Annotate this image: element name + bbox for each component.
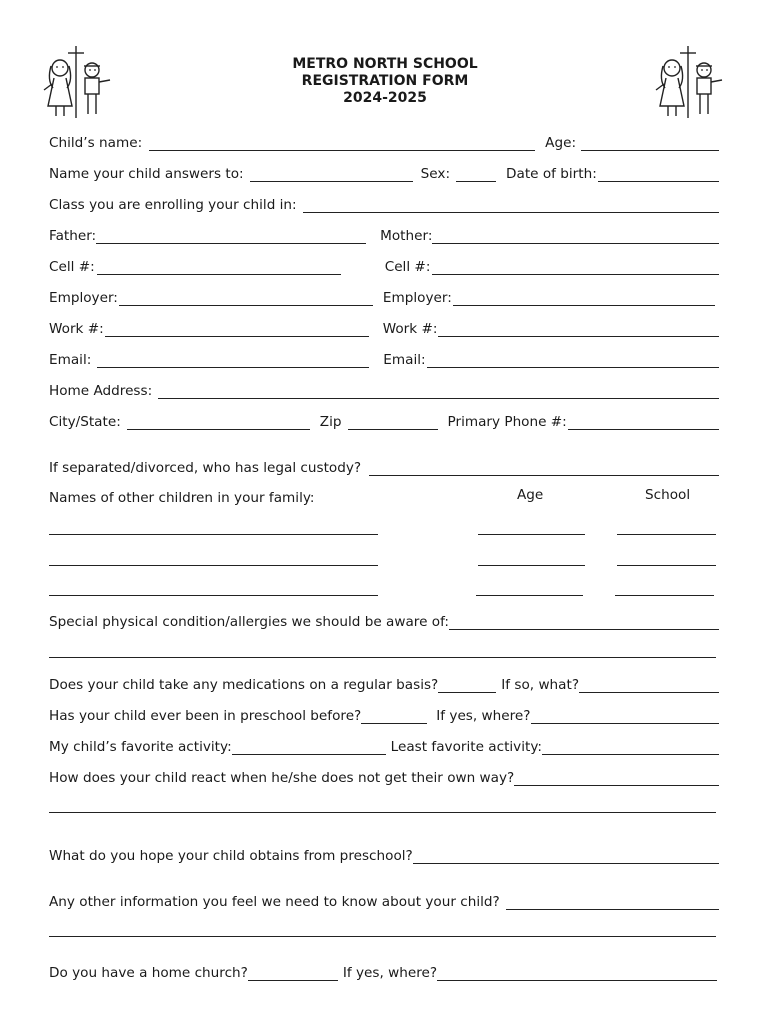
father-employer-field[interactable] bbox=[119, 290, 373, 306]
child-name-field[interactable] bbox=[149, 135, 535, 151]
other-children-label: Names of other children in your family: bbox=[49, 490, 315, 506]
preschool-where-label: If yes, where? bbox=[436, 708, 531, 724]
medications-label: Does your child take any medications on a regular basis? bbox=[49, 677, 439, 693]
class-field[interactable] bbox=[303, 197, 719, 213]
zip-field[interactable] bbox=[348, 414, 438, 430]
react-label: How does your child react when he/she does not get their own way? bbox=[49, 770, 515, 786]
zip-label: Zip bbox=[319, 414, 342, 430]
title-school-name: METRO NORTH SCHOOL bbox=[292, 56, 478, 72]
react-field-line-2[interactable] bbox=[49, 811, 716, 813]
home-church-label: Do you have a home church? bbox=[49, 965, 248, 981]
row-preschool-before bbox=[49, 702, 719, 724]
home-address-field[interactable] bbox=[158, 383, 719, 399]
other-child-3-school-field[interactable] bbox=[615, 594, 714, 596]
other-child-3-name-field[interactable] bbox=[49, 594, 378, 596]
other-info-label: Any other information you feel we need to know about your child? bbox=[49, 894, 500, 910]
column-header-school: School bbox=[645, 487, 691, 503]
preschool-where-field[interactable] bbox=[531, 708, 719, 724]
city-state-label: City/State: bbox=[49, 414, 121, 430]
age-label: Age: bbox=[545, 135, 577, 151]
row-class bbox=[49, 191, 719, 213]
dob-label: Date of birth: bbox=[506, 166, 597, 182]
row-react bbox=[49, 764, 719, 786]
mother-email-field[interactable] bbox=[427, 352, 719, 368]
other-child-1-age-field[interactable] bbox=[478, 533, 585, 535]
favorite-activity-field[interactable] bbox=[232, 739, 386, 755]
father-cell-field[interactable] bbox=[97, 259, 341, 275]
mother-field[interactable] bbox=[432, 228, 719, 244]
column-header-age: Age bbox=[517, 487, 544, 503]
preschool-before-field[interactable] bbox=[361, 708, 427, 724]
primary-phone-label: Primary Phone #: bbox=[447, 414, 567, 430]
least-favorite-label: Least favorite activity: bbox=[390, 739, 542, 755]
father-employer-label: Employer: bbox=[49, 290, 118, 306]
other-child-2-school-field[interactable] bbox=[617, 564, 716, 566]
answers-to-label: Name your child answers to: bbox=[49, 166, 244, 182]
hope-field[interactable] bbox=[413, 848, 719, 864]
row-child-name bbox=[49, 129, 719, 151]
medications-what-field[interactable] bbox=[579, 677, 719, 693]
allergies-field-line-2[interactable] bbox=[49, 656, 716, 658]
sex-field[interactable] bbox=[456, 166, 496, 182]
custody-field[interactable] bbox=[369, 460, 719, 476]
mother-cell-label: Cell #: bbox=[384, 259, 431, 275]
father-field[interactable] bbox=[96, 228, 366, 244]
children-cross-logo-right bbox=[652, 44, 724, 120]
favorite-activity-label: My child’s favorite activity: bbox=[49, 739, 232, 755]
row-hope bbox=[49, 842, 719, 864]
mother-email-label: Email: bbox=[383, 352, 426, 368]
row-cell bbox=[49, 253, 719, 275]
other-child-2-age-field[interactable] bbox=[478, 564, 585, 566]
father-work-field[interactable] bbox=[105, 321, 369, 337]
home-address-label: Home Address: bbox=[49, 383, 153, 399]
row-parents bbox=[49, 222, 719, 244]
other-child-1-school-field[interactable] bbox=[617, 533, 716, 535]
city-state-field[interactable] bbox=[127, 414, 310, 430]
other-child-3-age-field[interactable] bbox=[476, 594, 583, 596]
age-field[interactable] bbox=[581, 135, 719, 151]
title-form-name: REGISTRATION FORM bbox=[301, 73, 469, 89]
dob-field[interactable] bbox=[598, 166, 719, 182]
react-field[interactable] bbox=[514, 770, 719, 786]
father-label: Father: bbox=[49, 228, 97, 244]
row-email bbox=[49, 346, 719, 368]
mother-employer-field[interactable] bbox=[453, 290, 715, 306]
other-info-field[interactable] bbox=[506, 894, 719, 910]
row-allergies bbox=[49, 608, 719, 630]
allergies-field[interactable] bbox=[449, 614, 719, 630]
row-medications bbox=[49, 671, 719, 693]
mother-cell-field[interactable] bbox=[432, 259, 719, 275]
father-email-field[interactable] bbox=[97, 352, 369, 368]
mother-label: Mother: bbox=[380, 228, 433, 244]
church-where-field[interactable] bbox=[437, 965, 717, 981]
father-work-label: Work #: bbox=[49, 321, 104, 337]
row-city-state bbox=[49, 408, 719, 430]
medications-field[interactable] bbox=[438, 677, 496, 693]
row-other-children bbox=[49, 484, 719, 506]
row-employer bbox=[49, 284, 719, 306]
row-custody bbox=[49, 454, 719, 476]
preschool-before-label: Has your child ever been in preschool before? bbox=[49, 708, 362, 724]
allergies-label: Special physical condition/allergies we should be aware of: bbox=[49, 614, 449, 630]
church-where-label: If yes, where? bbox=[342, 965, 438, 981]
other-child-2-name-field[interactable] bbox=[49, 564, 378, 566]
primary-phone-field[interactable] bbox=[568, 414, 719, 430]
sex-label: Sex: bbox=[420, 166, 451, 182]
row-activities bbox=[49, 733, 719, 755]
row-home-address bbox=[49, 377, 719, 399]
hope-label: What do you hope your child obtains from preschool? bbox=[49, 848, 413, 864]
children-cross-logo-left bbox=[40, 44, 112, 120]
row-work bbox=[49, 315, 719, 337]
if-so-what-label: If so, what? bbox=[501, 677, 580, 693]
row-home-church bbox=[49, 959, 719, 981]
class-label: Class you are enrolling your child in: bbox=[49, 197, 297, 213]
mother-work-label: Work #: bbox=[382, 321, 438, 337]
title-school-year: 2024-2025 bbox=[343, 90, 427, 106]
father-email-label: Email: bbox=[49, 352, 92, 368]
row-answers-to bbox=[49, 160, 719, 182]
mother-work-field[interactable] bbox=[438, 321, 719, 337]
mother-employer-label: Employer: bbox=[382, 290, 452, 306]
form-title bbox=[235, 56, 535, 107]
least-favorite-field[interactable] bbox=[542, 739, 719, 755]
home-church-field[interactable] bbox=[248, 965, 338, 981]
answers-to-field[interactable] bbox=[250, 166, 413, 182]
child-name-label: Child’s name: bbox=[49, 135, 143, 151]
other-child-1-name-field[interactable] bbox=[49, 533, 378, 535]
other-info-field-line-2[interactable] bbox=[49, 935, 716, 937]
father-cell-label: Cell #: bbox=[49, 259, 95, 275]
row-other-info bbox=[49, 888, 719, 910]
custody-label: If separated/divorced, who has legal custody? bbox=[49, 460, 362, 476]
